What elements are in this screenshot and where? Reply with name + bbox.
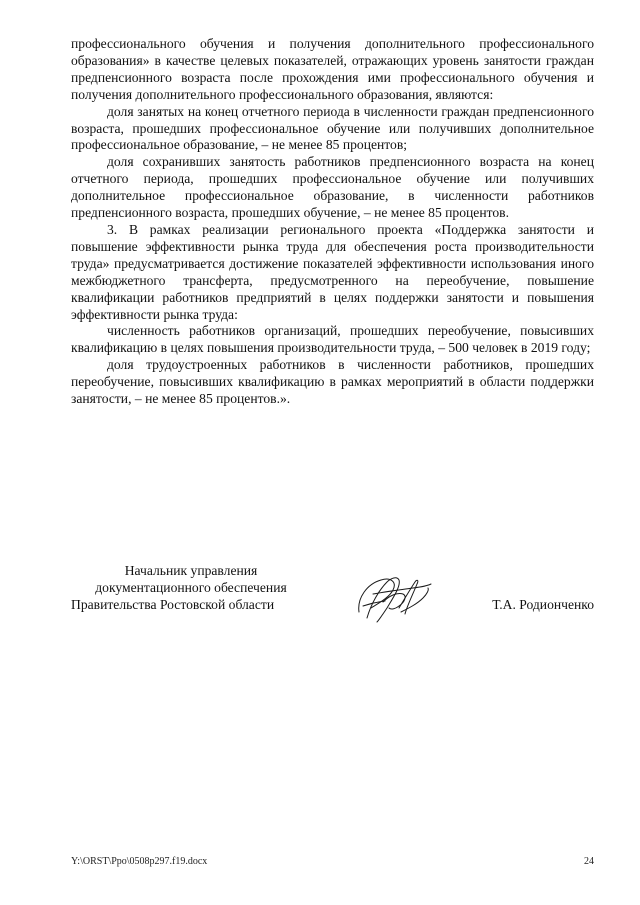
paragraph: доля сохранивших занятость работников предпенсионного возраста на конец отчетного периода, прошедших профессиональное обучение или получивших дополнительное профессиональное образование, в численности работников предпенсионного возраста, прошедших обучение, – не менее 85 процентов.	[71, 154, 594, 221]
page-number: 24	[584, 856, 594, 867]
signer-title-line: Начальник управления	[124, 563, 258, 578]
paragraph: численность работников организаций, прошедших переобучение, повысивших квалификацию в целях повышения производительности труда, – 500 человек в 2019 году;	[71, 323, 594, 356]
paragraph: профессионального обучения и получения дополнительного профессионального образования» в качестве целевых показателей, отражающих уровень занятости граждан предпенсионного возраста после прохождения ими профессионального обучения и получения дополнительного профессионального образования, являются:	[71, 36, 594, 102]
signer-title	[71, 562, 311, 613]
document-body	[71, 36, 594, 408]
signature-block	[71, 562, 594, 622]
signer-title-line: Правительства Ростовской области	[71, 597, 275, 612]
signer-name: Т.А. Родионченко	[492, 597, 594, 612]
file-path: Y:\ORST\Ppo\0508p297.f19.docx	[71, 856, 208, 867]
paragraph: 3. В рамках реализации регионального проекта «Поддержка занятости и повышение эффективности рынка труда для обеспечения роста производительности труда» предусматривается достижение показателей эффективности использования иного межбюджетного трансферта, предусмотренного на переобучение, повышение квалификации работников предприятий в целях поддержки занятости и повышения эффективности рынка труда:	[71, 221, 594, 322]
paragraph: доля трудоустроенных работников в численности работников, прошедших переобучение, повысивших квалификацию в рамках мероприятий в области поддержки занятости, – не менее 85 процентов.».	[71, 357, 594, 407]
handwritten-signature	[353, 568, 435, 626]
paragraph: доля занятых на конец отчетного периода в численности граждан предпенсионного возраста, прошедших профессиональное обучение или получивших дополнительное профессиональное образование, – не менее 85 процентов;	[71, 103, 594, 153]
signer-title-line: документационного обеспечения	[95, 580, 287, 595]
